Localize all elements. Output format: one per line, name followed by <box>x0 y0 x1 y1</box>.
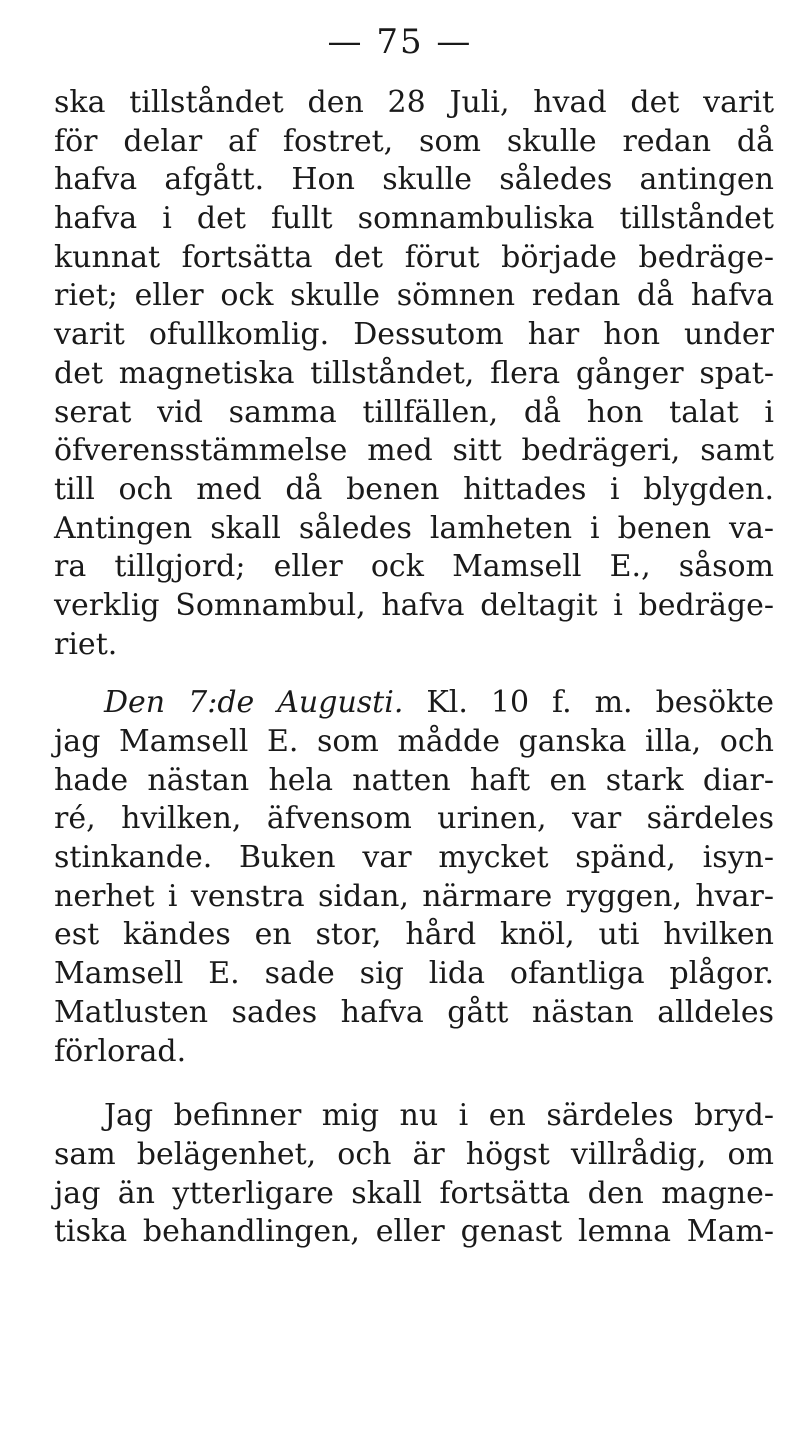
text-line: Mamsell E. sade sig lida ofantliga plågor. <box>54 956 774 992</box>
text-line: est kändes en stor, hård knöl, uti hvilken <box>54 917 774 953</box>
paragraph-1 <box>54 84 774 664</box>
date-heading: Den 7:de Augusti. <box>104 685 404 721</box>
text-line: serat vid samma tillfällen, då hon talat i <box>54 394 774 430</box>
text-line: Jag befinner mig nu i en särdeles bryd- <box>104 1098 774 1134</box>
paragraph-3 <box>54 1097 774 1252</box>
text-line: riet; eller ock skulle sömnen redan då hafva <box>54 278 774 314</box>
paragraph-2 <box>54 684 774 1071</box>
text-line: till och med då benen hittades i blygden. <box>54 471 774 507</box>
text-line: ska tillståndet den 28 Juli, hvad det varit <box>54 85 774 120</box>
text-run: Kl. 10 f. m. besökte <box>403 685 774 721</box>
text-line: riet. <box>54 626 118 662</box>
text-line: kunnat fortsätta det förut började bedräge- <box>54 239 774 275</box>
text-line: jag än ytterligare skall fortsätta den magne- <box>54 1175 774 1211</box>
text-line: hafva i det fullt somnambuliska tillståndet <box>54 201 774 237</box>
text-line: Antingen skall således lamheten i benen va- <box>54 510 774 546</box>
text-line: verklig Somnambul, hafva deltagit i bedräge- <box>54 587 774 623</box>
text-line: hade nästan hela natten haft en stark diar- <box>54 762 774 798</box>
body-text <box>54 84 774 1252</box>
text-line: förlorad. <box>54 1033 187 1069</box>
text-line: varit ofullkomlig. Dessutom har hon under <box>54 317 774 353</box>
text-line: nerhet i venstra sidan, närmare ryggen, hvar- <box>54 878 774 914</box>
text-line: ré, hvilken, äfvensom urinen, var särdeles <box>54 801 774 837</box>
text-line: jag Mamsell E. som mådde ganska illa, och <box>54 724 774 759</box>
text-line <box>54 684 774 723</box>
text-line: ra tillgjord; eller ock Mamsell E., såsom <box>54 549 774 585</box>
text-line: sam belägenhet, och är högst villrådig, om <box>54 1136 774 1172</box>
text-line: hafva afgått. Hon skulle således antingen <box>54 162 774 198</box>
text-line: för delar af fostret, som skulle redan då <box>54 123 774 159</box>
text-line: Matlusten sades hafva gått nästan alldeles <box>54 994 774 1030</box>
text-line: det magnetiska tillståndet, flera gånger spat- <box>54 355 774 391</box>
text-line: öfverensstämmelse med sitt bedrägeri, samt <box>54 433 774 469</box>
text-line: stinkande. Buken var mycket spänd, isyn- <box>54 840 774 876</box>
text-line: tiska behandlingen, eller genast lemna Mam- <box>54 1214 774 1250</box>
page-number: — 75 — <box>327 22 473 62</box>
